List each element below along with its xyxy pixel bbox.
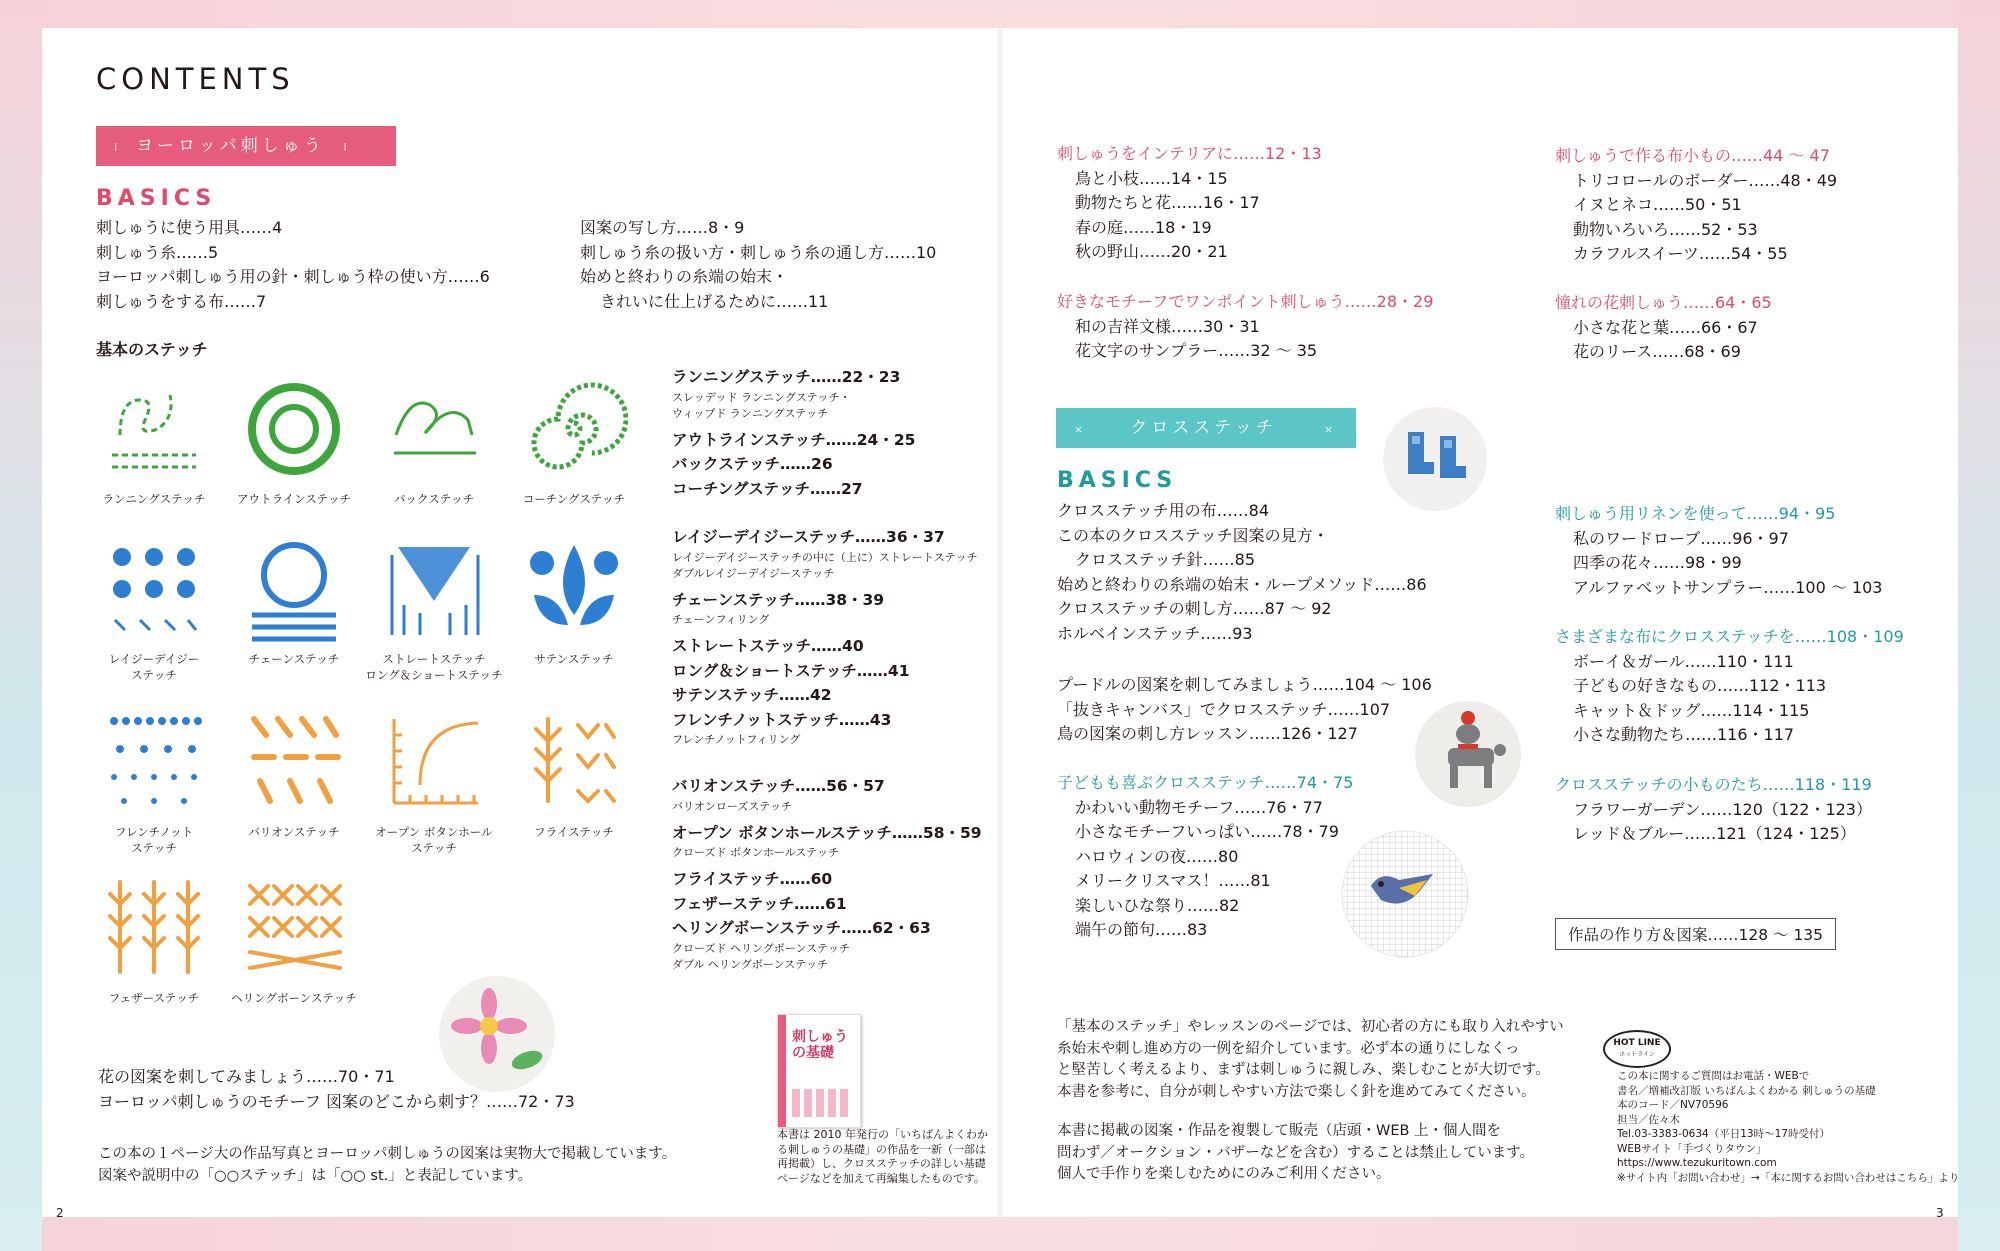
- para-line: 「基本のステッチ」やレッスンのページでは、初心者の方にも取り入れやすい: [1057, 1019, 1564, 1035]
- basics-list-col2: [580, 216, 936, 314]
- toc-entry: ストレートステッチ……40: [672, 637, 864, 655]
- left-note: [98, 1143, 676, 1187]
- toc-sub-entry: クローズド ボタンホールステッチ: [672, 846, 840, 859]
- section-heading: 憧れの花刺しゅう……64・65: [1555, 293, 1772, 312]
- note-line: 図案や説明中の「○○ステッチ」は「○○ st.」と表記しています。: [98, 1168, 533, 1184]
- toc-entry: 始めと終わりの糸端の始末・: [580, 267, 789, 286]
- cross-stitch-boots-image: [1382, 406, 1488, 512]
- basics-list-col1: [96, 216, 490, 314]
- info-line: WEBサイト「手づくりタウン」: [1617, 1142, 1767, 1155]
- stitch-list-group-1: [672, 365, 915, 501]
- toc-entry: 小さな花と葉……66・67: [1573, 317, 1758, 337]
- toc-entry: メリークリスマス！……81: [1075, 871, 1271, 890]
- toc-entry: 小さな動物たち……116・117: [1573, 725, 1795, 744]
- fly-stitch-image: [520, 705, 628, 813]
- hotline-logo: [1603, 1030, 1671, 1068]
- howto-box: 作品の作り方＆図案……128 ～ 135: [1555, 918, 1836, 950]
- kodomo-section: [1057, 771, 1353, 943]
- toc-entry: ハロウィンの夜……80: [1075, 846, 1239, 866]
- toc-entry: 春の庭……18・19: [1075, 217, 1212, 237]
- toc-entry: 動物たちと花……16・17: [1075, 193, 1260, 212]
- section-heading: 子どもも喜ぶクロスステッチ……74・75: [1057, 773, 1354, 792]
- banner-deco-icon: I: [114, 141, 118, 154]
- toc-entry: 花の図案を刺してみましょう……70・71: [98, 1067, 395, 1086]
- caption-line: ステッチ: [411, 841, 457, 855]
- lazy-daisy-stitch-image: [100, 535, 208, 643]
- back-stitch-image: [380, 375, 488, 483]
- page-right-band: [1958, 0, 2000, 1251]
- stitch-caption: [224, 990, 364, 1006]
- section-heading: 刺しゅうをインテリアに……12・13: [1057, 144, 1322, 163]
- toc-entry: 始めと終わりの糸端の始末・ループメソッド……86: [1057, 574, 1427, 594]
- page-number-left: 2: [56, 1206, 64, 1220]
- caption-line: チェーンステッチ: [248, 652, 340, 666]
- toc-entry: トリコロールのボーダー……48・49: [1573, 170, 1838, 190]
- para-line: 個人で手作りを楽しむためにのみご利用ください。: [1057, 1166, 1391, 1182]
- toc-entry: バリオンステッチ……56・57: [672, 777, 885, 795]
- banner-deco-icon: ×: [1074, 423, 1084, 436]
- toc-entry: カラフルスイーツ……54・55: [1573, 244, 1788, 263]
- linen-section: [1555, 502, 1883, 600]
- caption-line: ステッチ: [131, 841, 177, 855]
- toc-entry: 刺しゅう糸……5: [96, 242, 219, 262]
- toc-entry: チェーンステッチ……38・39: [672, 590, 885, 609]
- info-line: 担当／佐々木: [1617, 1113, 1680, 1126]
- toc-entry: 動物いろいろ……52・53: [1573, 219, 1758, 239]
- hotline-info: [1617, 1069, 1959, 1185]
- outline-stitch-image: [240, 375, 348, 483]
- caption-line: オープン ボタンホール: [375, 825, 493, 839]
- banner-label: クロスステッチ: [1130, 418, 1277, 438]
- section-heading: 刺しゅう用リネンを使って……94・95: [1555, 504, 1836, 523]
- toc-entry: 図案の写し方……8・9: [580, 218, 745, 237]
- bullion-stitch-image: [240, 705, 348, 813]
- toc-entry: キャット＆ドッグ……114・115: [1573, 700, 1810, 720]
- caption-line: ステッチ: [131, 668, 177, 682]
- caption-line: レイジーデイジー: [108, 652, 200, 666]
- toc-sub-entry: スレッデッド ランニングステッチ・: [672, 390, 851, 404]
- toc-sub-entry: ダブル ヘリングボーンステッチ: [672, 957, 829, 971]
- stitch-caption: [504, 491, 644, 507]
- toc-entry: フライステッチ……60: [672, 870, 833, 888]
- intro-paragraph: [1057, 1017, 1564, 1103]
- toc-entry: 刺しゅう糸の扱い方・刺しゅう糸の通し方……10: [580, 242, 937, 262]
- hotline-logo-text: HOT LINE: [1613, 1038, 1661, 1048]
- info-line: 書名／増補改訂版 いちばんよくわかる 刺しゅうの基礎: [1617, 1084, 1876, 1097]
- toc-entry: ボーイ＆ガール……110・111: [1573, 651, 1794, 671]
- stitch-caption: [504, 824, 644, 840]
- toc-entry: かわいい動物モチーフ……76・77: [1075, 797, 1323, 817]
- stitch-caption: [224, 824, 364, 840]
- toc-sub-entry: ダブルレイジーデイジーステッチ: [672, 566, 835, 580]
- komono2-section: [1555, 773, 1872, 847]
- toc-sub-entry: レイジーデイジーステッチの中に（上に）ストレートステッチ: [672, 550, 978, 564]
- toc-entry: クロスステッチ用の布……84: [1057, 501, 1270, 520]
- caption-line: サテンステッチ: [534, 652, 614, 666]
- toc-entry: クロスステッチの刺し方……87 ～ 92: [1057, 599, 1332, 618]
- herringbone-stitch-image: [240, 872, 348, 980]
- onepoint-section: [1057, 290, 1433, 364]
- hotline-logo-sub: ホットライン: [1619, 1051, 1655, 1058]
- toc-entry: オープン ボタンホールステッチ……58・59: [672, 823, 982, 842]
- para-line: 本書に掲載の図案・作品を複製して販売（店頭・WEB 上・個人間を: [1057, 1123, 1502, 1139]
- stitch-caption: [84, 824, 224, 856]
- page-number-right: 3: [1936, 1206, 1944, 1220]
- book-note: [777, 1128, 988, 1186]
- straight-stitch-image: [380, 535, 488, 643]
- toc-entry: この本のクロスステッチ図案の見方・: [1057, 525, 1329, 545]
- stitch-list-group-2: [672, 525, 978, 748]
- cross-stitch-bird-image: [1341, 830, 1469, 958]
- copyright-paragraph: [1057, 1121, 1534, 1186]
- toc-entry: 「抜きキャンバス」でクロスステッチ……107: [1057, 699, 1391, 719]
- toc-entry: クロスステッチ針……85: [1075, 550, 1256, 569]
- satin-stitch-image: [520, 535, 628, 643]
- stitch-caption: [354, 651, 514, 683]
- stitch-caption: [504, 651, 644, 667]
- caption-line: ストレートステッチ: [382, 652, 486, 666]
- caption-line: バックステッチ: [393, 492, 475, 506]
- book-cover-thumbnails: [792, 1089, 850, 1117]
- toc-entry: アルファベットサンプラー……100 ～ 103: [1573, 577, 1883, 597]
- toc-sub-entry: バリオンローズステッチ: [672, 799, 793, 813]
- info-line: Tel.03-3383-0634（平日13時～17時受付）: [1617, 1128, 1830, 1140]
- cross-stitch-banner: [1056, 408, 1356, 448]
- stitch-caption: [364, 491, 504, 507]
- toc-entry: 四季の花々……98・99: [1573, 553, 1742, 572]
- stitch-caption: [224, 491, 364, 507]
- toc-sub-entry: クローズド ヘリングボーンステッチ: [672, 941, 850, 955]
- note-line: る刺しゅうの基礎」の作品を一新（一部は: [777, 1142, 986, 1156]
- section-heading: さまざまな布にクロスステッチを……108・109: [1555, 627, 1904, 646]
- book-cover-image: [777, 1014, 861, 1128]
- section-heading: 好きなモチーフでワンポイント刺しゅう……28・29: [1057, 292, 1434, 311]
- chain-stitch-image: [240, 535, 348, 643]
- caption-line: フェザーステッチ: [108, 991, 200, 1005]
- note-line: 再掲載）し、クロスステッチの詳しい基礎: [777, 1157, 986, 1170]
- poodle-lesson-list: [1057, 673, 1432, 747]
- komono-section: [1555, 144, 1837, 267]
- basic-stitch-heading: 基本のステッチ: [96, 340, 208, 359]
- caption-line: アウトラインステッチ: [236, 492, 352, 506]
- toc-entry: 刺しゅうをする布……7: [96, 291, 267, 311]
- note-line: ページなどを加えて再編集したものです。: [777, 1171, 985, 1185]
- pattern-lesson-list: [98, 1065, 575, 1114]
- hana-section: [1555, 291, 1772, 365]
- toc-entry: 花文字のサンプラー……32 ～ 35: [1075, 341, 1318, 360]
- toc-entry: レイジーデイジーステッチ……36・37: [672, 528, 945, 546]
- caption-line: バリオンステッチ: [248, 825, 340, 839]
- stitch-list-group-3: [672, 774, 982, 973]
- info-line: 本のコード／NV70596: [1617, 1099, 1729, 1111]
- page-bottom-band: [0, 1215, 2000, 1251]
- stitch-caption: [224, 651, 364, 667]
- toc-entry: 楽しいひな祭り……82: [1075, 895, 1240, 915]
- book-cover-title: 刺しゅうの基礎: [792, 1029, 848, 1061]
- basics-heading: BASICS: [96, 186, 217, 211]
- toc-entry: きれいに仕上げるために……11: [600, 291, 829, 311]
- page-left-band: [0, 0, 42, 1251]
- stitch-caption: [84, 491, 224, 507]
- info-line: https://www.tezukuritown.com: [1617, 1157, 1777, 1169]
- stitch-caption: [84, 990, 224, 1006]
- toc-entry: 花のリース……68・69: [1573, 342, 1741, 361]
- interior-section: [1057, 142, 1322, 265]
- info-line: ※サイト内「お問い合わせ」→「本に関するお問い合わせはこちら」より: [1617, 1171, 1960, 1184]
- toc-sub-entry: ウィップド ランニングステッチ: [672, 406, 829, 420]
- banner-deco-icon: I: [343, 141, 347, 154]
- banner-deco-icon: ×: [1323, 423, 1334, 436]
- running-stitch-image: [100, 375, 208, 483]
- toc-entry: 鳥の図案の刺し方レッスン……126・127: [1057, 724, 1358, 743]
- section-heading: クロスステッチの小ものたち……118・119: [1555, 775, 1872, 794]
- toc-entry: 小さなモチーフいっぱい……78・79: [1075, 822, 1339, 841]
- toc-entry: フラワーガーデン……120（122・123）: [1573, 799, 1872, 819]
- para-line: 本書を参考に、自分が刺しやすい方法で楽しく針を進めてみてください。: [1057, 1083, 1536, 1100]
- stitch-caption: [84, 651, 224, 683]
- toc-entry: フレンチノットステッチ……43: [672, 710, 892, 729]
- toc-entry: バックステッチ……26: [672, 455, 833, 473]
- book-gutter: [996, 28, 1004, 1217]
- stitch-caption: [364, 824, 504, 856]
- toc-entry: レッド＆ブルー……121（124・125）: [1573, 824, 1856, 843]
- caption-line: ヘリングボーンステッチ: [231, 991, 357, 1005]
- toc-entry: 端午の節句……83: [1075, 920, 1208, 939]
- page-top-band: [0, 0, 2000, 30]
- toc-entry: 和の吉祥文様……30・31: [1075, 316, 1260, 336]
- caption-line: ランニングステッチ: [102, 492, 206, 506]
- toc-entry: フェザーステッチ……61: [672, 894, 847, 913]
- cross-basics-heading: BASICS: [1057, 468, 1178, 493]
- caption-line: コーチングステッチ: [522, 492, 626, 506]
- section-heading: 刺しゅうで作る布小もの……44 ～ 47: [1555, 146, 1830, 165]
- toc-entry: 刺しゅうに使う用具……4: [96, 218, 283, 237]
- toc-entry: ホルベインステッチ……93: [1057, 623, 1253, 643]
- toc-entry: ヨーロッパ刺しゅうのモチーフ 図案のどこから刺す？……72・73: [98, 1091, 575, 1111]
- banner-label: ヨーロッパ刺しゅう: [136, 136, 325, 156]
- caption-line: ロング＆ショートステッチ: [365, 668, 503, 682]
- book-spine-stripe: [778, 1015, 786, 1127]
- toc-entry: プードルの図案を刺してみましょう……104 ～ 106: [1057, 675, 1432, 694]
- para-line: と堅苦しく考えるより、まずは刺しゅうに親しみ、楽しむことが大切です。: [1057, 1062, 1550, 1078]
- toc-entry: コーチングステッチ……27: [672, 479, 863, 498]
- toc-entry: アウトラインステッチ……24・25: [672, 430, 916, 449]
- toc-entry: ヨーロッパ刺しゅう用の針・刺しゅう枠の使い方……6: [96, 267, 490, 286]
- contents-title: CONTENTS: [96, 62, 295, 96]
- para-line: 問わず／オークション・バザーなどを含む）することは禁止しています。: [1057, 1144, 1535, 1161]
- toc-entry: ロング＆ショートステッチ……41: [672, 661, 910, 680]
- toc-entry: ランニングステッチ……22・23: [672, 368, 901, 386]
- toc-entry: イヌとネコ……50・51: [1573, 195, 1742, 214]
- couching-stitch-image: [520, 375, 628, 483]
- toc-entry: サテンステッチ……42: [672, 686, 832, 704]
- europe-embroidery-banner: [96, 126, 396, 166]
- note-line: 本書は 2010 年発行の「いちばんよくわか: [777, 1128, 988, 1141]
- caption-line: フライステッチ: [534, 825, 614, 839]
- feather-stitch-image: [100, 872, 208, 980]
- note-line: この本の１ページ大の作品写真とヨーロッパ刺しゅうの図案は実物大で掲載しています。: [98, 1146, 677, 1162]
- toc-entry: ヘリングボーンステッチ……62・63: [672, 919, 931, 937]
- toc-sub-entry: フレンチノットフィリング: [672, 733, 801, 746]
- open-buttonhole-stitch-image: [380, 705, 488, 813]
- cross-basics-list: [1057, 499, 1427, 646]
- toc-entry: 子どもの好きなもの……112・113: [1573, 676, 1827, 695]
- toc-entry: 私のワードローブ……96・97: [1573, 528, 1789, 548]
- samazama-section: [1555, 625, 1904, 748]
- toc-entry: 秋の野山……20・21: [1075, 242, 1228, 261]
- caption-line: フレンチノット: [114, 825, 194, 839]
- info-line: この本に関するご質問はお電話・WEBで: [1617, 1070, 1810, 1082]
- french-knot-stitch-image: [100, 705, 208, 813]
- toc-sub-entry: チェーンフィリング: [672, 613, 770, 626]
- toc-entry: 鳥と小枝……14・15: [1075, 168, 1228, 188]
- para-line: 糸始末や刺し進め方の一例を紹介しています。必ず本の通りにしなくっ: [1057, 1040, 1520, 1057]
